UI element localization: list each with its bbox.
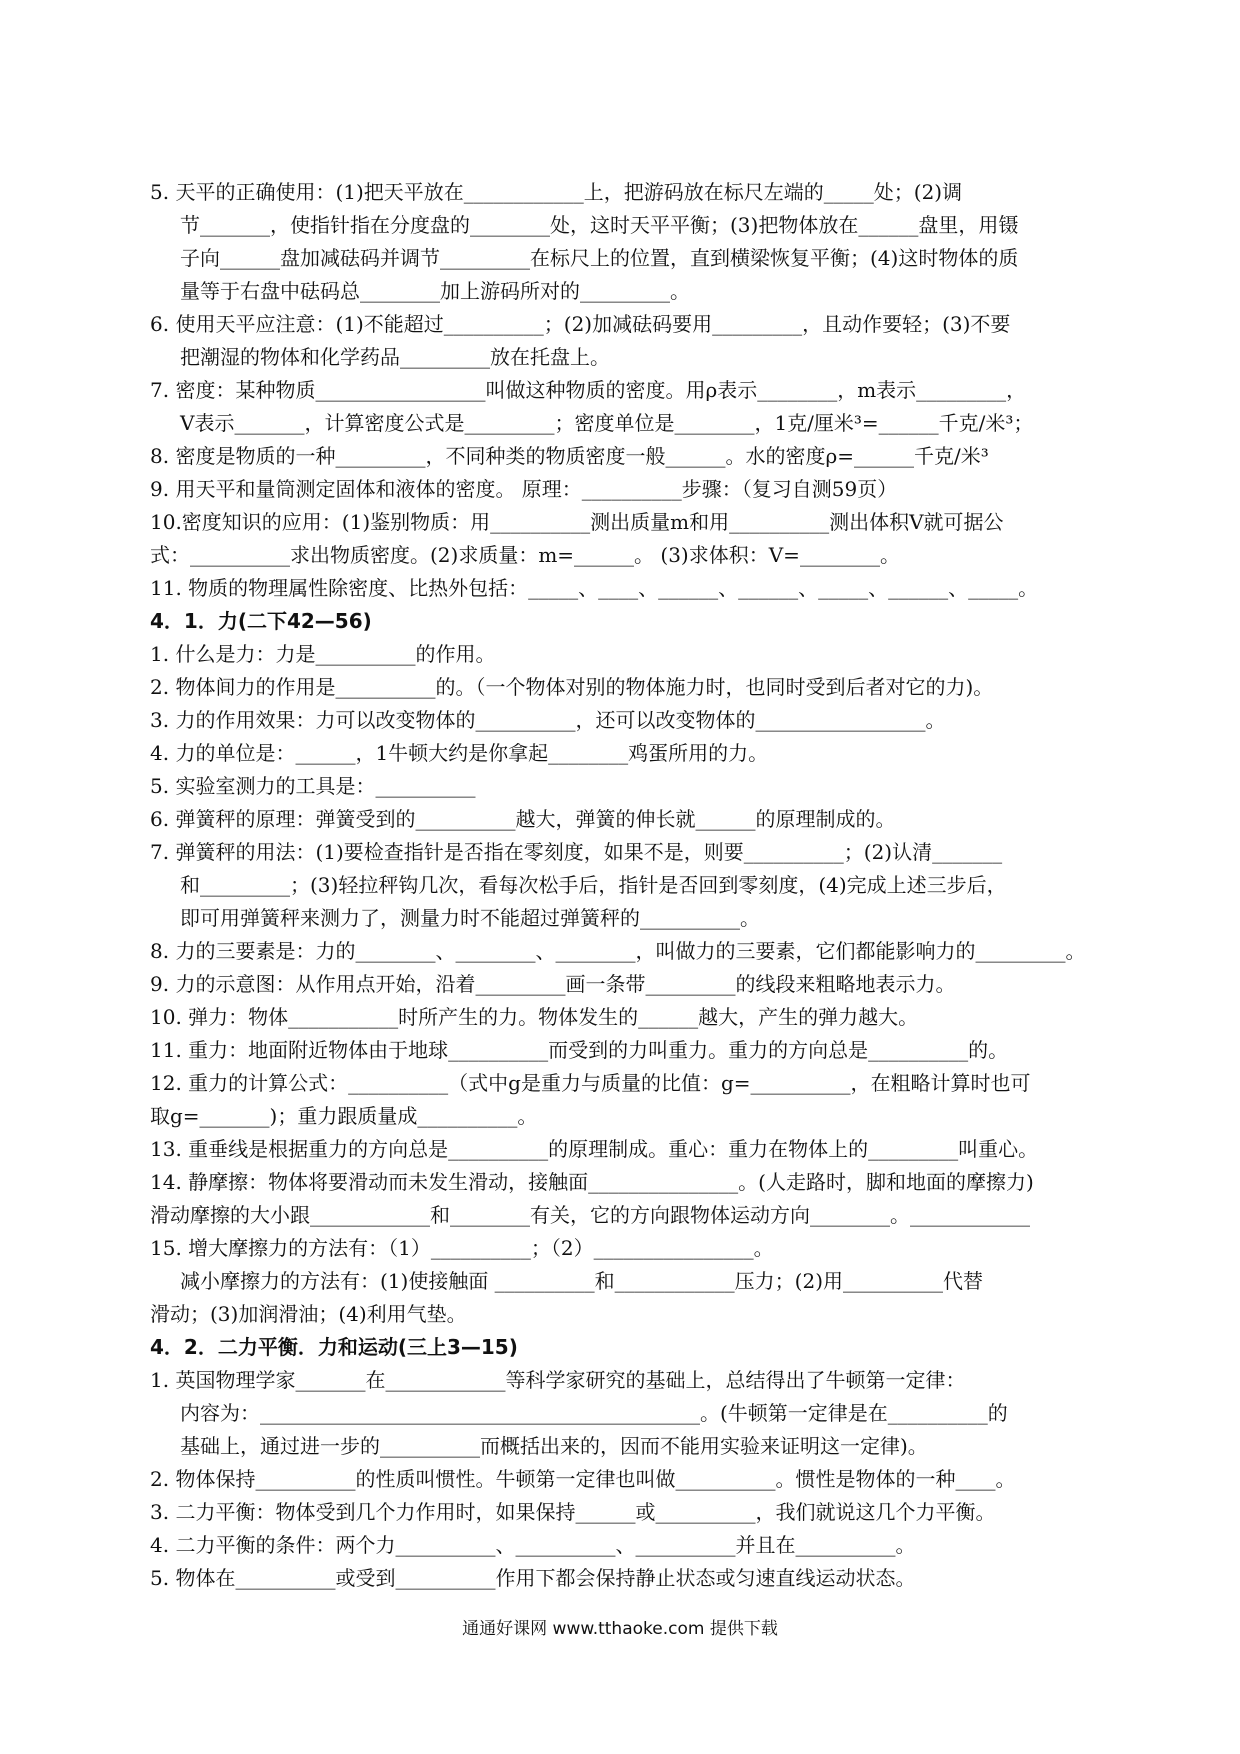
text-line: 7. 弹簧秤的用法：(1)要检查指针是否指在零刻度，如果不是，则要__________；(2)认清_______	[150, 840, 1003, 864]
text-line: 4. 力的单位是：______，1牛顿大约是你拿起________鸡蛋所用的力。	[150, 741, 769, 765]
text-line: 3. 力的作用效果：力可以改变物体的__________，还可以改变物体的_________________。	[150, 708, 946, 732]
text-line: 节_______，使指针指在分度盘的________处，这时天平平衡；(3)把物体放在______盘里，用镊	[180, 213, 1019, 237]
text-line: 滑动摩擦的大小跟____________和________有关，它的方向跟物体运动方向________。____________	[150, 1203, 1030, 1227]
text-line: 14. 静摩擦：物体将要滑动而未发生滑动，接触面_______________。(人走路时，脚和地面的摩擦力)	[150, 1170, 1034, 1194]
text-line: 1. 英国物理学家_______在____________等科学家研究的基础上，总结得出了牛顿第一定律：	[150, 1368, 966, 1392]
section-heading: 4．2．二力平衡．力和运动(三上3—15)	[150, 1335, 518, 1359]
text-line: 11. 物质的物理属性除密度、比热外包括：_____、____、______、______、_____、______、_____。	[150, 576, 1039, 600]
text-line: 滑动；(3)加润滑油；(4)利用气垫。	[150, 1302, 467, 1326]
text-line: 12. 重力的计算公式：__________（式中g是重力与质量的比值：g=__________，在粗略计算时也可	[150, 1071, 1031, 1095]
text-line: 式：__________求出物质密度。(2)求质量：m=______。 (3)求体积：V=________。	[150, 543, 900, 567]
text-line: 6. 弹簧秤的原理：弹簧受到的__________越大，弹簧的伸长就______的原理制成的。	[150, 807, 896, 831]
text-line: 取g=_______)；重力跟质量成__________。	[150, 1104, 538, 1128]
text-line: 7. 密度：某种物质_________________叫做这种物质的密度。用ρ表示________，m表示_________，	[150, 378, 1027, 402]
text-line: 10.密度知识的应用：(1)鉴别物质：用__________测出质量m和用__________测出体积V就可据公	[150, 510, 1004, 534]
text-line: 减小摩擦力的方法有：(1)使接触面 __________和____________压力；(2)用__________代替	[180, 1269, 984, 1293]
text-line: 8. 密度是物质的一种_________，不同种类的物质密度一般______。水的密度ρ=______千克/米³	[150, 444, 989, 468]
text-line: 11. 重力：地面附近物体由于地球__________而受到的力叫重力。重力的方向总是__________的。	[150, 1038, 1009, 1062]
text-line: 即可用弹簧秤来测力了，测量力时不能超过弹簧秤的__________。	[180, 906, 760, 930]
text-line: 子向______盘加减砝码并调节_________在标尺上的位置，直到横梁恢复平衡；(4)这时物体的质	[180, 246, 1019, 270]
text-line: 9. 力的示意图：从作用点开始，沿着_________画一条带_________的线段来粗略地表示力。	[150, 972, 956, 996]
text-line: V表示_______，计算密度公式是_________；密度单位是________，1克/厘米³=______千克/米³；	[180, 411, 1034, 435]
text-line: 6. 使用天平应注意：(1)不能超过__________；(2)加减砝码要用_________，且动作要轻；(3)不要	[150, 312, 1011, 336]
text-line: 8. 力的三要素是：力的________、________、________，叫做力的三要素，它们都能影响力的_________。	[150, 939, 1086, 963]
text-line: 1. 什么是力：力是__________的作用。	[150, 642, 496, 666]
text-line: 2. 物体间力的作用是__________的。（一个物体对别的物体施力时，也同时受到后者对它的力)。	[150, 675, 994, 699]
text-line: 9. 用天平和量筒测定固体和液体的密度。 原理：__________步骤：（复习自测59页）	[150, 477, 898, 501]
text-line: 13. 重垂线是根据重力的方向总是__________的原理制成。重心：重力在物体上的_________叫重心。	[150, 1137, 1039, 1161]
text-line: 把潮湿的物体和化学药品_________放在托盘上。	[180, 345, 610, 369]
text-line: 2. 物体保持__________的性质叫惯性。牛顿第一定律也叫做__________。惯性是物体的一种____。	[150, 1467, 1016, 1491]
text-line: 基础上，通过进一步的__________而概括出来的，因而不能用实验来证明这一定律)。	[180, 1434, 928, 1458]
text-line: 10. 弹力：物体___________时所产生的力。物体发生的______越大，产生的弹力越大。	[150, 1005, 919, 1029]
text-line: 5. 天平的正确使用：(1)把天平放在____________上，把游码放在标尺左端的_____处；(2)调	[150, 180, 963, 204]
text-line: 5. 物体在__________或受到__________作用下都会保持静止状态或匀速直线运动状态。	[150, 1566, 916, 1590]
section-heading: 4．1．力(二下42—56)	[150, 609, 372, 633]
footer-text: 通通好课网 www.tthaoke.com 提供下载	[462, 1619, 778, 1639]
text-line: 3. 二力平衡：物体受到几个力作用时，如果保持______或__________，我们就说这几个力平衡。	[150, 1500, 996, 1524]
text-line: 4. 二力平衡的条件：两个力__________、__________、__________并且在__________。	[150, 1533, 916, 1557]
text-line: 量等于右盘中砝码总________加上游码所对的_________。	[180, 279, 690, 303]
text-line: 15. 增大摩擦力的方法有：（1）__________；（2）________________。	[150, 1236, 774, 1260]
text-line: 和_________；(3)轻拉秤钩几次，看每次松手后，指针是否回到零刻度，(4)完成上述三步后，	[180, 873, 1007, 897]
text-line: 5. 实验室测力的工具是：__________	[150, 774, 476, 798]
text-line: 内容为：____________________________________________。(牛顿第一定律是在__________的	[180, 1401, 1008, 1425]
